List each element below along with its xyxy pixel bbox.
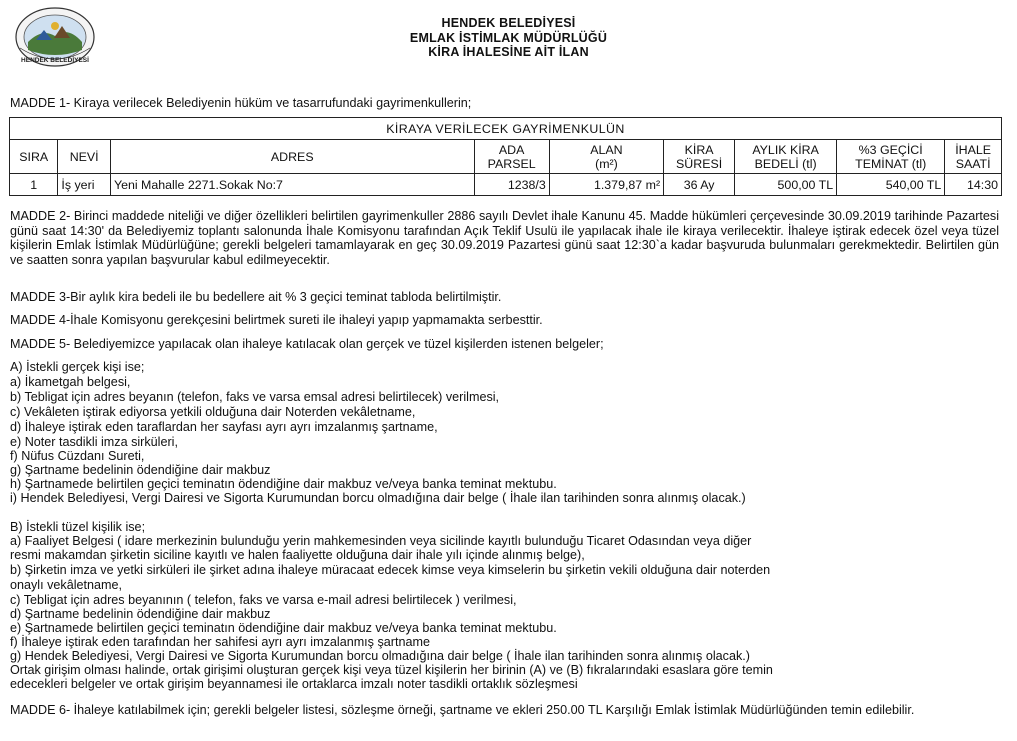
list-item: c) Tebligat için adres beyanının ( telefon, faks ve varsa e-mail adresi belirtilecek ) verilmesi, bbox=[10, 593, 517, 607]
cell-kira-suresi: 36 Ay bbox=[664, 174, 735, 196]
madde-6: MADDE 6- İhaleye katılabilmek için; gerekli belgeler listesi, sözleşme örneği, şartname ve ekleri 250.00 TL Karşılığı Emlak İstimlak Müdürlüğünden temin edilebilir. bbox=[10, 703, 915, 717]
col-kira-suresi: KİRA SÜRESİ bbox=[664, 140, 735, 174]
list-item: c) Vekâleten iştirak ediyorsa yetkili olduğuna dair Noterden vekâletname, bbox=[10, 405, 416, 419]
cell-ihale-saati: 14:30 bbox=[945, 174, 1002, 196]
cell-aylik-bedel: 500,00 TL bbox=[735, 174, 837, 196]
property-table bbox=[9, 117, 1002, 196]
section-a-title: A) İstekli gerçek kişi ise; bbox=[10, 360, 145, 374]
list-item: i) Hendek Belediyesi, Vergi Dairesi ve Sigorta Kurumundan borcu olmadığına dair belge ( İhale ilan tarihinden sonra alınmış olacak.) bbox=[10, 491, 746, 505]
header-line-2: EMLAK İSTİMLAK MÜDÜRLÜĞÜ bbox=[409, 30, 608, 45]
list-item: f) Nüfus Cüzdanı Sureti, bbox=[10, 449, 145, 463]
list-item: h) Şartnamede belirtilen geçici teminatın ödendiğine dair makbuz ve/veya banka teminat mektubu. bbox=[10, 477, 557, 491]
ortak-girisim-line-2: edecekleri belgeler ve ortak girişim beyannamesi ile ortaklarca imzalı noter tasdikli ortaklık sözleşmesi bbox=[10, 677, 578, 691]
list-item: a) Faaliyet Belgesi ( idare merkezinin bulunduğu yerin mahkemesinden veya sicilinde kayıtlı bulunduğu Ticaret Odasından veya diğer bbox=[10, 534, 752, 548]
col-aylik-bedel: AYLIK KİRA BEDELİ (tl) bbox=[735, 140, 837, 174]
cell-ada-parsel: 1238/3 bbox=[474, 174, 549, 196]
svg-text:HENDEK BELEDİYESİ: HENDEK BELEDİYESİ bbox=[21, 57, 89, 64]
madde-5: MADDE 5- Belediyemizce yapılacak olan ihaleye katılacak olan gerçek ve tüzel kişilerden istenen belgeler; bbox=[10, 337, 604, 351]
madde-2: MADDE 2- Birinci maddede niteliği ve diğer özellikleri belirtilen gayrimenkuller 2886 sayılı Devlet ihale Kanunu 45. Madde hükümleri çerçevesinde 30.09.2019 tarihinde Pazartesi günü saat 14:30' da Belediyemiz toplantı salonunda İhale Komisyonu tarafından Açık Teklif Usulü ile yapılacak ihale ile kiraya verilecektir. İhaleye iştirak edecek özel veya tüzel kişilerin Emlak İstimlak Müdürlüğüne; gerekli belgeleri tamamlayarak en geç 30.09.2019 Pazartesi günü saat 12:30`a kadar başvuruda bulunmaları gerekmektedir. Belirtilen gün ve saatten sonra yapılan başvurular kabul edilmeyecektir. bbox=[10, 209, 999, 267]
table-title: KİRAYA VERİLECEK GAYRİMENKULÜN bbox=[10, 118, 1002, 140]
section-b-title: B) İstekli tüzel kişilik ise; bbox=[10, 520, 146, 534]
cell-nevi: İş yeri bbox=[58, 174, 111, 196]
header-line-1: HENDEK BELEDİYESİ bbox=[441, 16, 576, 30]
ortak-girisim-line-1: Ortak girişim olması halinde, ortak girişimi oluşturan gerçek kişi veya tüzel kişilerin her birinin (A) ve (B) fıkralarındaki esaslara göre temin bbox=[10, 663, 773, 677]
table-row bbox=[10, 174, 1002, 196]
cell-adres: Yeni Mahalle 2271.Sokak No:7 bbox=[110, 174, 474, 196]
list-item-continued: resmi makamdan şirketin siciline kayıtlı ve halen faaliyette olduğuna dair ihale yılı içinde alınmış belge), bbox=[10, 548, 585, 562]
list-item: g) Hendek Belediyesi, Vergi Dairesi ve Sigorta Kurumundan borcu olmadığına dair belge ( İhale ilan tarihinden sonra alınmış olacak.) bbox=[10, 649, 750, 663]
municipality-logo bbox=[14, 6, 96, 68]
col-ada-parsel: ADA PARSEL bbox=[474, 140, 549, 174]
list-item: b) Şirketin imza ve yetki sirküleri ile şirket adına ihaleye müracaat edecek kimse veya kimselerin bu şirketin vekili olduğuna dair noterden bbox=[10, 563, 771, 577]
col-teminat: %3 GEÇİCİ TEMİNAT (tl) bbox=[837, 140, 945, 174]
list-item: d) Şartname bedelinin ödendiğine dair makbuz bbox=[10, 607, 271, 621]
list-item: g) Şartname bedelinin ödendiğine dair makbuz bbox=[10, 463, 271, 477]
cell-teminat: 540,00 TL bbox=[837, 174, 945, 196]
logo-emblem-icon bbox=[14, 6, 96, 68]
list-item: f) İhaleye iştirak eden tarafından her sahifesi ayrı ayrı imzalanmış şartname bbox=[10, 635, 430, 649]
header-line-3: KİRA İHALESİNE AİT İLAN bbox=[428, 45, 589, 59]
cell-sira: 1 bbox=[10, 174, 58, 196]
col-nevi: NEVİ bbox=[58, 140, 111, 174]
cell-alan: 1.379,87 m² bbox=[549, 174, 663, 196]
list-item: b) Tebligat için adres beyanın (telefon, faks ve varsa emsal adresi belirtilecek) verilmesi, bbox=[10, 390, 500, 404]
list-item: a) İkametgah belgesi, bbox=[10, 375, 131, 389]
madde-3: MADDE 3-Bir aylık kira bedeli ile bu bedellere ait % 3 geçici teminat tabloda belirtilmiştir. bbox=[10, 290, 502, 304]
list-item: d) İhaleye iştirak eden taraflardan her sayfası ayrı ayrı imzalanmış şartname, bbox=[10, 420, 438, 434]
col-alan: ALAN (m²) bbox=[549, 140, 663, 174]
madde-1: MADDE 1- Kiraya verilecek Belediyenin hüküm ve tasarrufundaki gayrimenkullerin; bbox=[10, 96, 472, 110]
col-sira: SIRA bbox=[10, 140, 58, 174]
madde-4: MADDE 4-İhale Komisyonu gerekçesini belirtmek sureti ile ihaleyi yapıp yapmamakta serbesttir. bbox=[10, 313, 543, 327]
list-item: e) Şartnamede belirtilen geçici teminatın ödendiğine dair makbuz ve/veya banka teminat mektubu. bbox=[10, 621, 557, 635]
col-ihale-saati: İHALE SAATİ bbox=[945, 140, 1002, 174]
col-adres: ADRES bbox=[110, 140, 474, 174]
document-header bbox=[300, 16, 717, 60]
list-item: e) Noter tasdikli imza sirküleri, bbox=[10, 435, 178, 449]
list-item-continued: onaylı vekâletname, bbox=[10, 578, 123, 592]
